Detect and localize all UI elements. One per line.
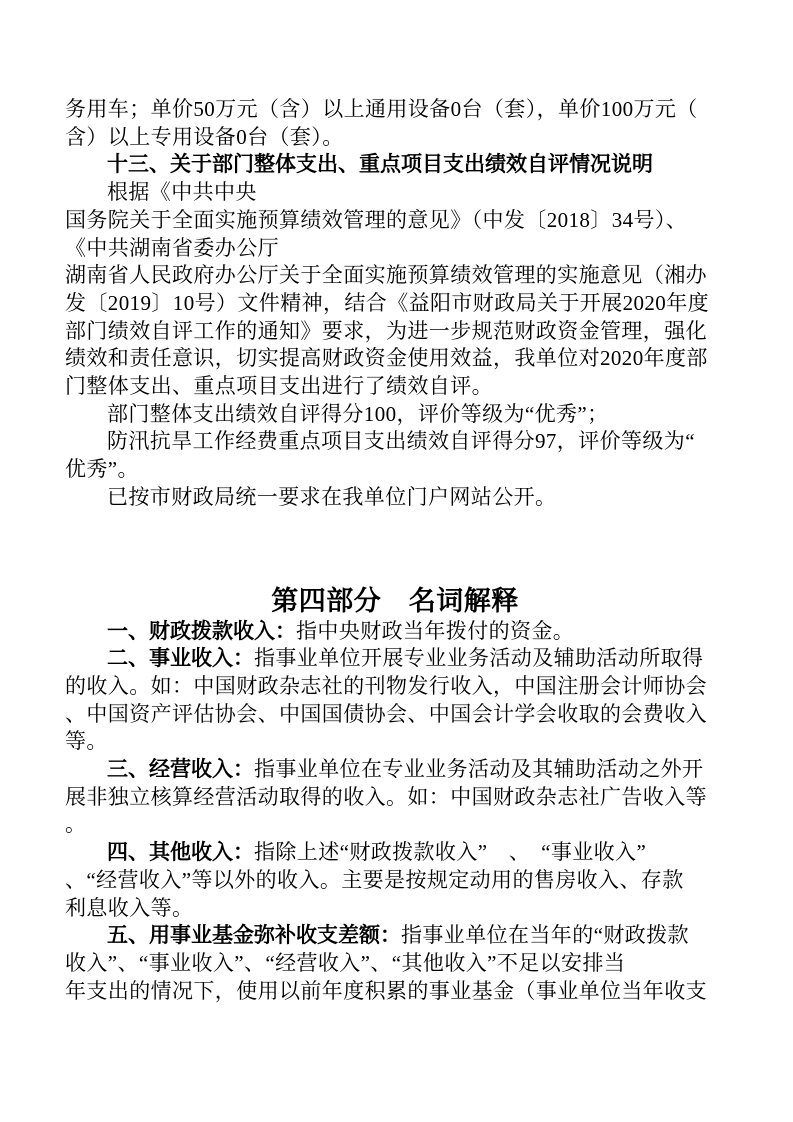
paragraph-line <box>65 978 725 1006</box>
term-label: 五、用事业基金弥补收支差额： <box>107 924 401 948</box>
paragraph-line <box>65 124 725 152</box>
paragraph-line <box>65 373 725 401</box>
paragraph-line <box>65 318 725 346</box>
text-segment: 部门整体支出绩效自评得分100，评价等级为“优秀”； <box>107 401 609 426</box>
term-label: 十三、关于部门整体支出、重点项目支出绩效自评情况说明 <box>107 153 653 177</box>
text-segment: 含）以上专用设备0台（套）。 <box>65 124 344 149</box>
text-segment: 已按市财政局统一要求在我单位门户网站公开。 <box>107 484 557 509</box>
term-label: 三、经营收入： <box>107 758 254 782</box>
paragraph-line <box>65 950 725 978</box>
section-performance-self-evaluation <box>65 96 725 512</box>
term-label: 二、事业收入： <box>107 647 254 671</box>
paragraph-line <box>65 645 725 673</box>
term-label: 四、其他收入： <box>107 841 254 865</box>
paragraph-line <box>65 673 725 701</box>
text-segment: 发〔2019〕10号）文件精神，结合《益阳市财政局关于开展2020年度 <box>65 290 709 315</box>
text-segment: 指事业单位在当年的“财政拨款 <box>401 923 689 948</box>
text-segment: 绩效和责任意识，切实提高财政资金使用效益，我单位对2020年度部 <box>65 346 708 371</box>
paragraph-line <box>65 428 725 456</box>
paragraph-line <box>65 290 725 318</box>
text-segment: 收入”、“事业收入”、“经营收入”、“其他收入”不足以安排当 <box>65 950 626 975</box>
paragraph-line <box>65 811 725 839</box>
text-segment: 根据《中共中央 <box>107 180 257 205</box>
text-segment: 《中共湖南省委办公厅 <box>65 235 279 260</box>
paragraph-line <box>65 867 725 895</box>
text-segment: 国务院关于全面实施预算绩效管理的意见》（中发〔2018〕34号）、 <box>65 207 688 232</box>
paragraph-line <box>65 728 725 756</box>
text-segment: 指事业单位开展专业业务活动及辅助活动所取得 <box>254 646 704 671</box>
paragraph-line <box>65 235 725 263</box>
text-segment: 防汛抗旱工作经费重点项目支出绩效自评得分97，评价等级为“ <box>107 429 695 454</box>
paragraph-line <box>65 345 725 373</box>
text-segment: 年支出的情况下，使用以前年度积累的事业基金（事业单位当年收支 <box>65 978 707 1003</box>
paragraph-line <box>65 756 725 784</box>
text-segment: 的收入。如：中国财政杂志社的刊物发行收入，中国注册会计师协会 <box>65 673 707 698</box>
text-segment: 务用车；单价50万元（含）以上通用设备0台（套），单价100万元（ <box>65 97 698 121</box>
part4-title: 第四部分 名词解释 <box>271 585 519 616</box>
paragraph-line <box>65 401 725 429</box>
paragraph-line <box>65 839 725 867</box>
text-segment: 。 <box>65 812 87 837</box>
text-segment: 指中央财政当年拨付的资金。 <box>296 618 575 643</box>
paragraph-line <box>65 207 725 235</box>
text-segment: 门整体支出、重点项目支出进行了绩效自评。 <box>65 374 493 399</box>
text-segment: 指事业单位在专业业务活动及其辅助活动之外开 <box>254 757 704 782</box>
paragraph-line <box>65 618 725 646</box>
section-heading <box>65 151 725 179</box>
text-segment: 优秀”。 <box>65 457 139 482</box>
paragraph-line <box>65 96 725 124</box>
paragraph-line <box>65 456 725 484</box>
paragraph-line <box>65 262 725 290</box>
text-segment: 利息收入等。 <box>65 895 194 920</box>
text-segment: 湖南省人民政府办公厅关于全面实施预算绩效管理的实施意见（湘办 <box>65 263 707 288</box>
paragraph-line <box>65 895 725 923</box>
paragraph-line <box>65 701 725 729</box>
text-segment: 指除上述“财政拨款收入” 、 “事业收入” <box>254 840 647 865</box>
page-content <box>65 96 725 1005</box>
paragraph-line <box>65 922 725 950</box>
text-segment: 、“经营收入”等以外的收入。主要是按规定动用的售房收入、存款 <box>65 867 684 892</box>
section-term-definitions <box>65 618 725 1006</box>
term-label: 一、财政拨款收入： <box>107 619 296 643</box>
paragraph-line <box>65 179 725 207</box>
text-segment: 、中国资产评估协会、中国国债协会、中国会计学会收取的会费收入 <box>65 701 707 726</box>
text-segment: 展非独立核算经营活动取得的收入。如：中国财政杂志社广告收入等 <box>65 784 707 809</box>
paragraph-line <box>65 784 725 812</box>
paragraph-line <box>65 484 725 512</box>
text-segment: 部门绩效自评工作的通知》要求，为进一步规范财政资金管理，强化 <box>65 318 707 343</box>
text-segment: 等。 <box>65 729 108 754</box>
